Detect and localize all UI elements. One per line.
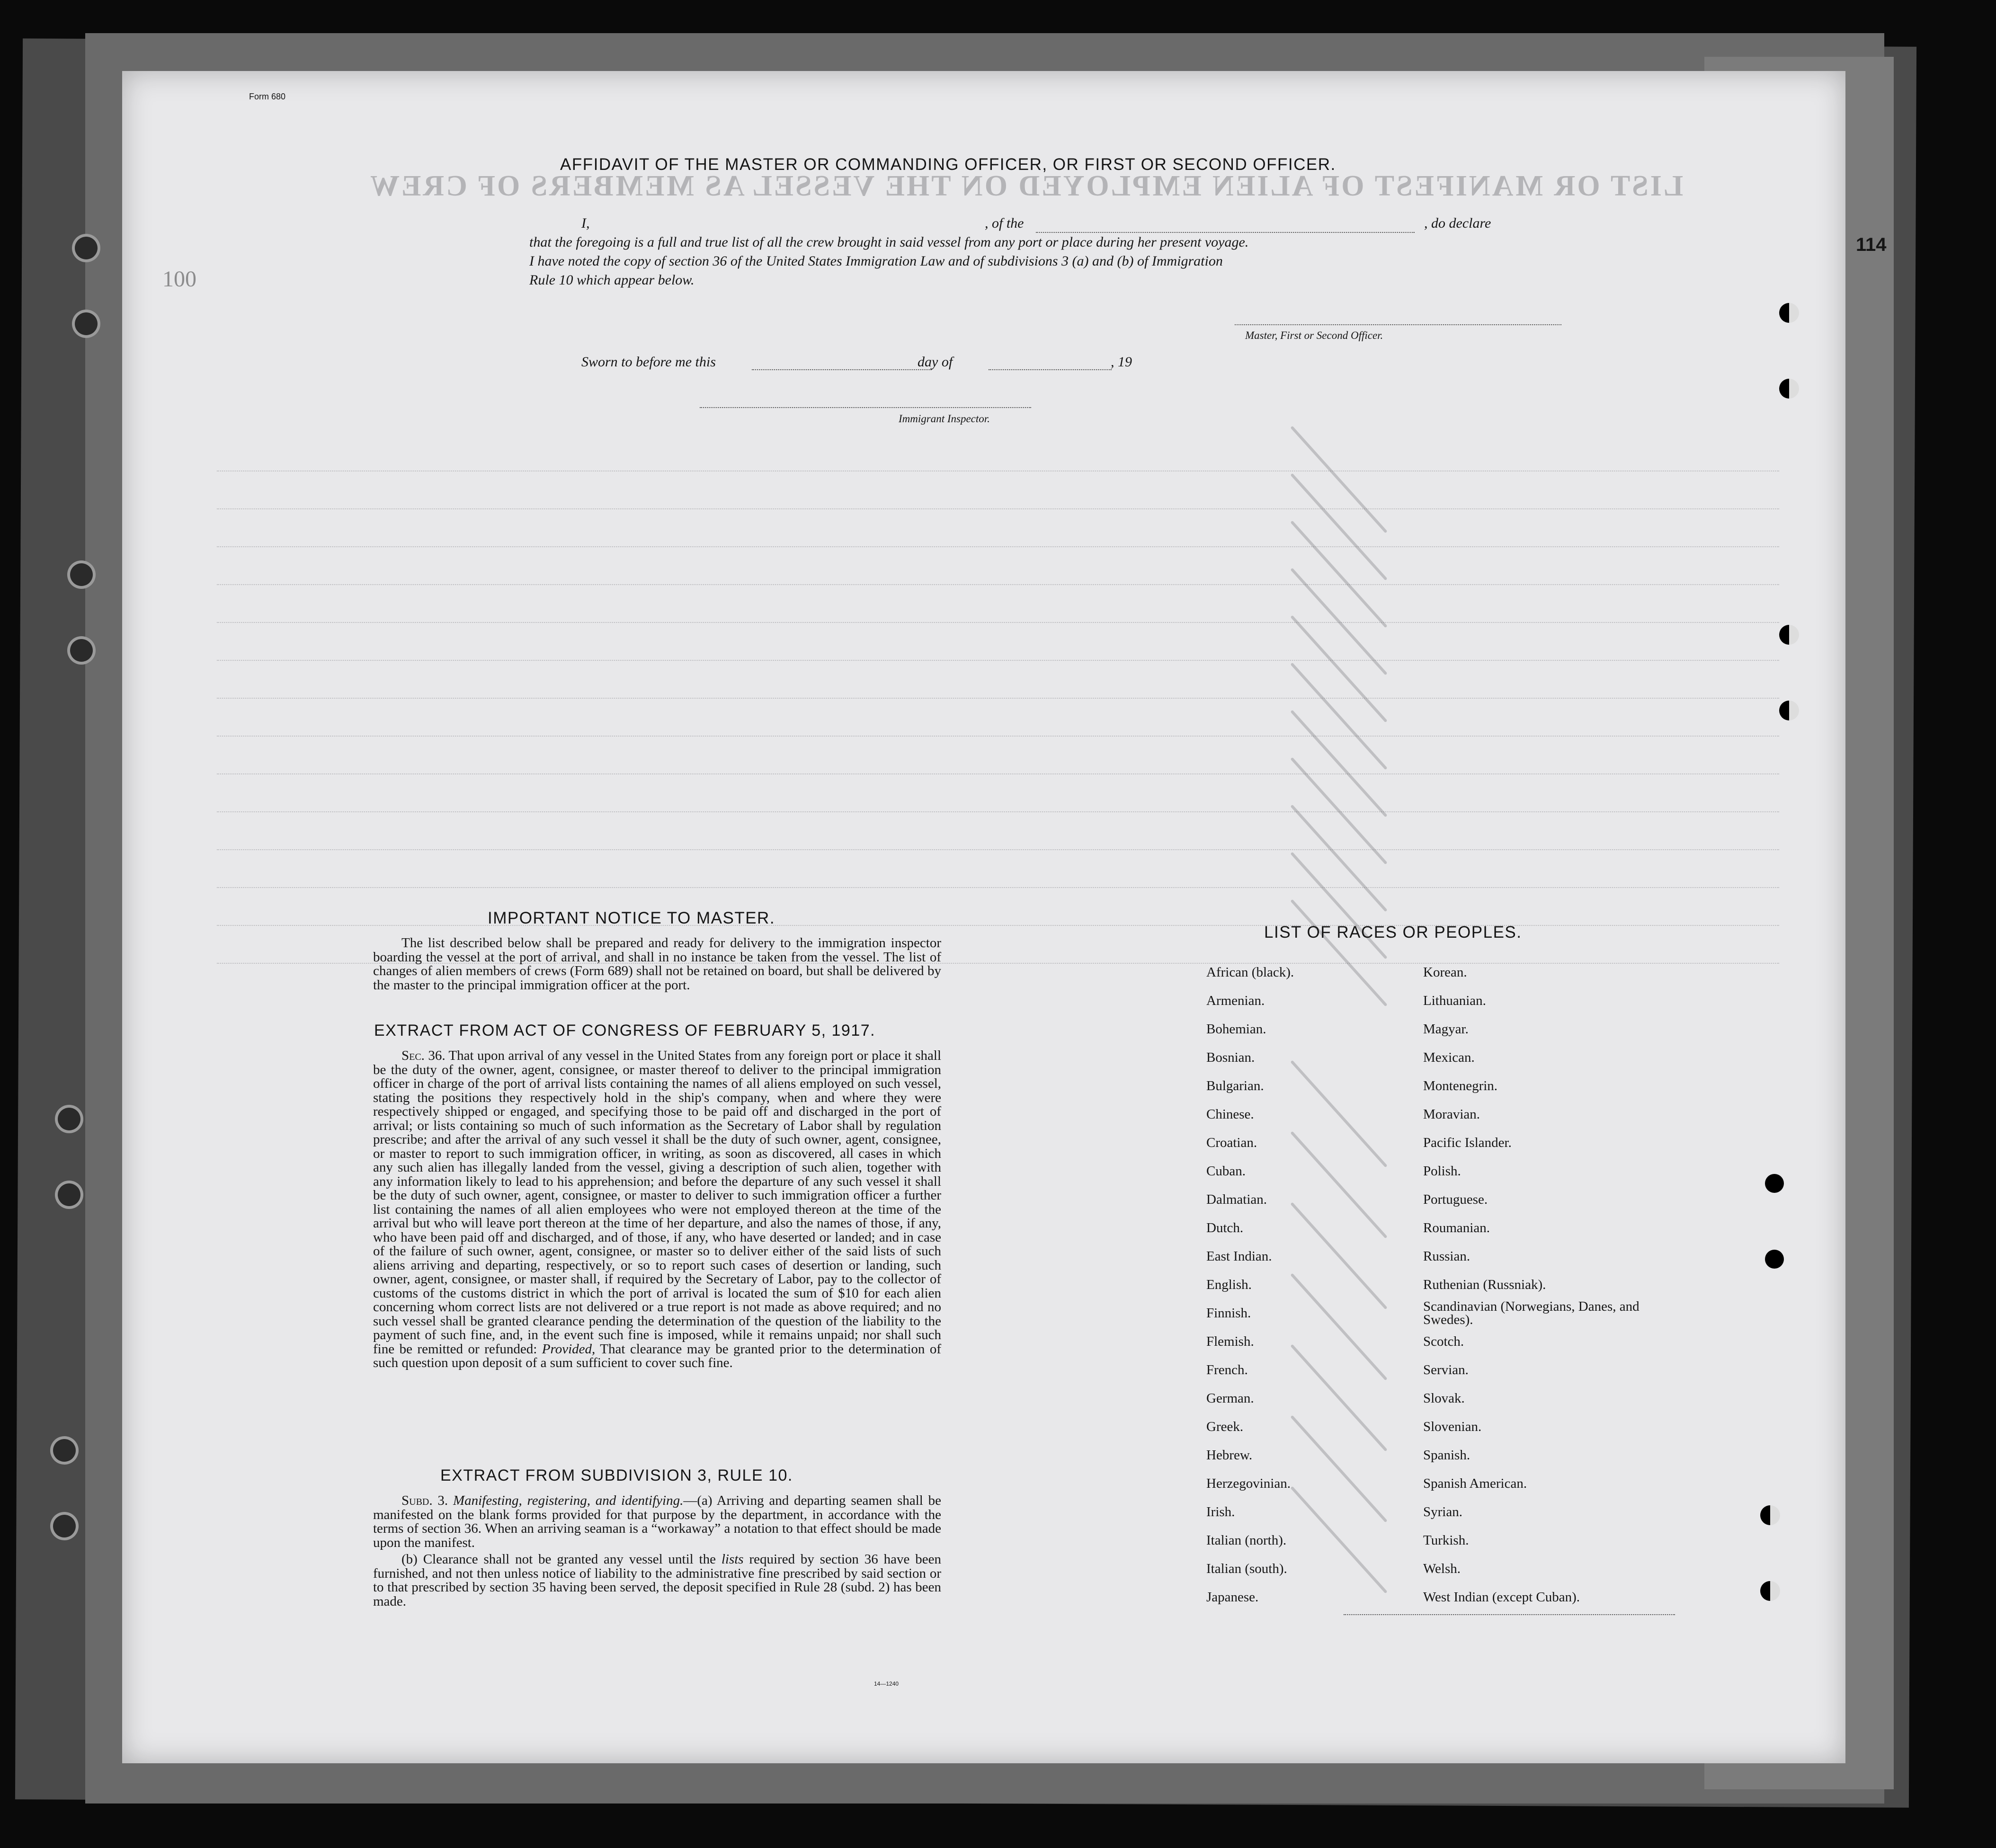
affidavit-line4: Rule 10 which appear below. — [529, 272, 695, 288]
provided-word: Provided, — [542, 1341, 596, 1357]
race-item: Japanese. — [1206, 1590, 1259, 1605]
para-b-part1: Clearance shall not be granted any vessel until the — [423, 1552, 716, 1567]
para-b-lists: lists — [721, 1552, 744, 1567]
affidavit-title: AFFIDAVIT OF THE MASTER OR COMMANDING OFFICER, OR FIRST OR SECOND OFFICER. — [560, 155, 1336, 174]
race-item: Slovak. — [1423, 1391, 1465, 1406]
ghost-row — [217, 686, 1779, 699]
races-title: LIST OF RACES OR PEOPLES. — [1264, 923, 1522, 942]
race-item: Slovenian. — [1423, 1419, 1482, 1434]
binder-hole-icon — [1779, 625, 1799, 645]
pencil-mark — [1290, 426, 1387, 533]
race-item: Russian. — [1423, 1249, 1470, 1264]
race-item: Bosnian. — [1206, 1050, 1255, 1065]
affidavit-of-the: , of the — [985, 215, 1024, 231]
race-item: Irish. — [1206, 1504, 1235, 1519]
pencil-mark — [1290, 1202, 1387, 1310]
binder-hole-icon — [70, 639, 93, 662]
para-a-text: —(a) Arriving and departing seamen shall be manifested on the blank forms provided for that purpose by the department, in accordance with the terms of section 36. When an arriving seaman is a “workaway” a notation to that effect should be made upon the manifest. — [373, 1493, 942, 1550]
binder-hole-icon — [1779, 379, 1799, 399]
race-item: Syrian. — [1423, 1504, 1462, 1519]
notice-title: IMPORTANT NOTICE TO MASTER. — [488, 909, 775, 927]
race-item: Polish. — [1423, 1164, 1461, 1179]
pencil-mark — [1290, 663, 1387, 770]
day-of: day of — [918, 354, 953, 370]
para-b-part2: required by section 36 have been furnished, and not then unless notice of liability to the administrative fine prescribed by said section or to that prescribed by section 35 having been served, the deposit specified in Rule 28 (subd. 2) has been made. — [373, 1552, 941, 1609]
pencil-mark — [1290, 615, 1387, 723]
race-item: Lithuanian. — [1423, 993, 1486, 1008]
ghost-row — [217, 497, 1779, 509]
rule-para-b — [373, 1553, 941, 1608]
affidavit-declare: , do declare — [1424, 215, 1491, 231]
ghost-row — [217, 535, 1779, 547]
race-item: Turkish. — [1423, 1533, 1469, 1548]
year-19: , 19 — [1111, 354, 1132, 370]
bleed-through-heading: LIST OR MANIFEST OF ALIEN EMPLOYED ON THE VESSEL AS MEMBERS OF CREW — [368, 170, 1684, 202]
sworn-text: Sworn to before me this — [581, 354, 716, 370]
race-item: Bulgarian. — [1206, 1078, 1264, 1093]
ghost-row — [217, 876, 1779, 888]
pencil-mark — [1290, 852, 1387, 960]
section-body: That upon arrival of any vessel in the United States from any foreign port or place it shall be the duty of the owner, agent, consignee, or master thereof to deliver to the principal immigration officer in charge of the port of arrival lists containing the names of all aliens employed on such vessel, stating the positions they respectively hold in the ship's company, when and where they were respectively shipped or engaged, and specifying those to be paid off and discharged in the port of arrival; or lists containing so much of such information as the Secretary of Labor shall by regulation prescribe; and after the arrival of any such vessel it shall be the duty of such owner, agent, consignee, or master to report to such immigration officer, in writing, as soon as discovered, all cases in which any such alien has illegally landed from the vessel, giving a description of such alien, together with any information likely to lead to his apprehension; and before the departure of any such vessel it shall be the duty of such owner, agent, consignee, or master to deliver to such immigration officer a further list containing the names of all alien employees who were not employed thereon at the time of the arrival but who will leave port thereon at the time of her departure, and also the names of those, if any, who have been paid off and discharged, and of those, if any, who have deserted or landed; and in case of the failure of such owner, agent, consignee, or master so to deliver either of the said lists of such aliens arriving and departing, respectively, or so to report such cases of desertion or landing, such owner, agent, consignee, or master shall, if required by the Secretary of Labor, pay to the collector of customs of the customs district in which the port of arrival is located the sum of $10 for each alien concerning whom correct lists are not delivered or a true report is not made as above required; and no such vessel shall be granted clearance pending the determination of the question of the liability to the payment of such fine, and, in the event such fine is imposed, while it remains unpaid; nor shall such fine be remitted or refunded: — [373, 1048, 941, 1357]
section-body-end: That clearance may be granted prior to the determination of such question upon deposit of a sum sufficient to cover such fine. — [373, 1341, 942, 1370]
binder-hole-icon — [58, 1108, 80, 1130]
binder-hole-icon — [58, 1183, 80, 1206]
pencil-mark — [1290, 473, 1387, 581]
binder-hole-icon — [53, 1515, 76, 1537]
blank-line — [989, 369, 1112, 370]
race-item: Magyar. — [1423, 1022, 1469, 1037]
affidavit-i: I, — [581, 215, 590, 231]
act-title: EXTRACT FROM ACT OF CONGRESS OF FEBRUARY 5, 1917. — [374, 1022, 876, 1040]
race-item: West Indian (except Cuban). — [1423, 1590, 1580, 1605]
section-label: Sec. 36. — [401, 1048, 446, 1063]
para-b-label: (b) — [401, 1552, 418, 1567]
race-item: Armenian. — [1206, 993, 1265, 1008]
binder-hole-icon — [1760, 1505, 1780, 1525]
ghost-row — [217, 611, 1779, 623]
binder-hole-icon — [53, 1439, 76, 1462]
race-item: Scandinavian (Norwegians, Danes, and Swedes). — [1423, 1299, 1640, 1327]
binder-hole-icon — [1779, 303, 1799, 323]
race-item: Bohemian. — [1206, 1022, 1266, 1037]
dotted-rule — [1344, 1614, 1675, 1615]
rule-para-a — [373, 1494, 941, 1550]
ghost-row — [217, 649, 1779, 661]
race-item: English. — [1206, 1277, 1252, 1292]
race-item: Italian (north). — [1206, 1533, 1287, 1548]
pencil-mark — [1290, 1344, 1387, 1452]
master-label: Master, First or Second Officer. — [1245, 329, 1383, 341]
page-number: 114 — [1856, 234, 1887, 255]
ghost-row — [217, 838, 1779, 850]
inspector-label: Immigrant Inspector. — [899, 413, 990, 425]
race-item: Montenegrin. — [1423, 1078, 1498, 1093]
notice-text: The list described below shall be prepared and ready for delivery to the immigration inspector boarding the vessel at the port of arrival, and shall in no instance be taken from the vessel. The list of changes of alien members of crews (Form 689) shall not be retained on board, but shall be delivered by the master to the principal immigration officer at the port. — [373, 935, 941, 993]
race-item: Dutch. — [1206, 1220, 1244, 1235]
race-item: Spanish American. — [1423, 1476, 1527, 1491]
ghost-row — [217, 573, 1779, 585]
race-item: Chinese. — [1206, 1107, 1254, 1122]
race-item: Greek. — [1206, 1419, 1244, 1434]
pencil-mark — [1290, 1131, 1387, 1239]
race-item: Scotch. — [1423, 1334, 1464, 1349]
blank-line — [752, 369, 932, 370]
binder-hole-icon — [1760, 1581, 1780, 1601]
subd-heading: Manifesting, registering, and identifying. — [453, 1493, 684, 1508]
race-item: Mexican. — [1423, 1050, 1475, 1065]
ghost-stamp: 100 — [162, 267, 196, 292]
race-item: East Indian. — [1206, 1249, 1272, 1264]
binder-hole-icon — [70, 563, 93, 586]
binder-hole-icon — [75, 237, 98, 259]
pencil-mark — [1290, 1415, 1387, 1523]
document-page — [122, 71, 1887, 1763]
race-item: Hebrew. — [1206, 1448, 1253, 1463]
race-item: Servian. — [1423, 1362, 1469, 1377]
race-item: Dalmatian. — [1206, 1192, 1267, 1207]
race-item: Ruthenian (Russniak). — [1423, 1277, 1546, 1292]
race-item: German. — [1206, 1391, 1254, 1406]
race-item: Herzegovinian. — [1206, 1476, 1291, 1491]
race-item: Roumanian. — [1423, 1220, 1490, 1235]
race-item: Flemish. — [1206, 1334, 1254, 1349]
pencil-mark — [1290, 1060, 1387, 1168]
form-number: Form 680 — [249, 92, 286, 101]
rule-title: EXTRACT FROM SUBDIVISION 3, RULE 10. — [440, 1466, 793, 1484]
race-item: Moravian. — [1423, 1107, 1480, 1122]
ghost-row — [217, 762, 1779, 774]
ghost-row — [217, 724, 1779, 737]
race-item: Finnish. — [1206, 1306, 1251, 1321]
ghost-row — [217, 800, 1779, 812]
race-item: French. — [1206, 1362, 1248, 1377]
pencil-mark — [1290, 1486, 1387, 1594]
act-text — [373, 1049, 941, 1370]
race-item: Pacific Islander. — [1423, 1135, 1512, 1150]
race-item: African (black). — [1206, 965, 1294, 980]
ghost-row — [217, 459, 1779, 471]
race-item: Korean. — [1423, 965, 1467, 980]
subd-label: Subd. 3. — [401, 1493, 448, 1508]
race-item: Cuban. — [1206, 1164, 1246, 1179]
affidavit-line2: that the foregoing is a full and true list of all the crew brought in said vessel from any port or place during her present voyage. — [529, 234, 1249, 250]
pencil-mark — [1290, 805, 1387, 912]
race-item: Croatian. — [1206, 1135, 1257, 1150]
inspector-signature-line — [700, 407, 1031, 408]
race-item: Portuguese. — [1423, 1192, 1488, 1207]
race-item: Welsh. — [1423, 1561, 1461, 1576]
race-item: Spanish. — [1423, 1448, 1470, 1463]
race-item: Italian (south). — [1206, 1561, 1287, 1576]
master-signature-line — [1235, 324, 1561, 325]
ghost-row — [217, 914, 1779, 926]
print-code: 14—1240 — [874, 1680, 899, 1687]
pencil-mark — [1290, 1273, 1387, 1381]
binder-hole-icon — [1779, 701, 1799, 720]
binder-hole-icon — [1765, 1174, 1784, 1193]
binder-hole-icon — [75, 312, 98, 335]
binder-hole-icon — [1765, 1250, 1784, 1269]
blank-line — [1036, 232, 1415, 233]
affidavit-line3: I have noted the copy of section 36 of the United States Immigration Law and of subdivisions 3 (a) and (b) of Immigration — [529, 253, 1223, 269]
